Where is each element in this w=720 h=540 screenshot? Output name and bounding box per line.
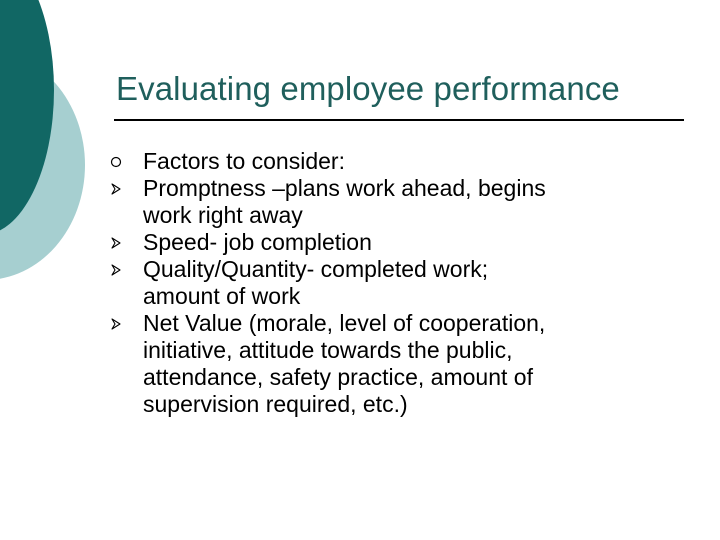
list-item	[108, 175, 668, 229]
arrowhead-bullet-icon	[108, 230, 124, 256]
title-divider	[114, 119, 684, 121]
list-item	[108, 256, 668, 310]
arrowhead-bullet-icon	[108, 311, 124, 337]
list-item-text: Promptness –plans work ahead, begins work right away	[143, 175, 546, 228]
list-item	[108, 229, 668, 256]
list-item-text: Factors to consider:	[143, 148, 345, 174]
bullet-list	[108, 148, 668, 418]
hollow-circle-bullet-icon	[108, 149, 124, 175]
list-item	[108, 310, 668, 418]
decorative-circles	[0, 0, 120, 300]
list-item	[108, 148, 668, 175]
list-item-text: Net Value (morale, level of cooperation, initiative, attitude towards the public, attendance, safety practice, amount of supervision required, etc.)	[143, 310, 546, 417]
slide-title: Evaluating employee performance	[116, 70, 620, 107]
list-item-text: Quality/Quantity- completed work; amount of work	[143, 256, 489, 309]
arrowhead-bullet-icon	[108, 176, 124, 202]
list-item-text: Speed- job completion	[143, 229, 372, 255]
arrowhead-bullet-icon	[108, 257, 124, 283]
